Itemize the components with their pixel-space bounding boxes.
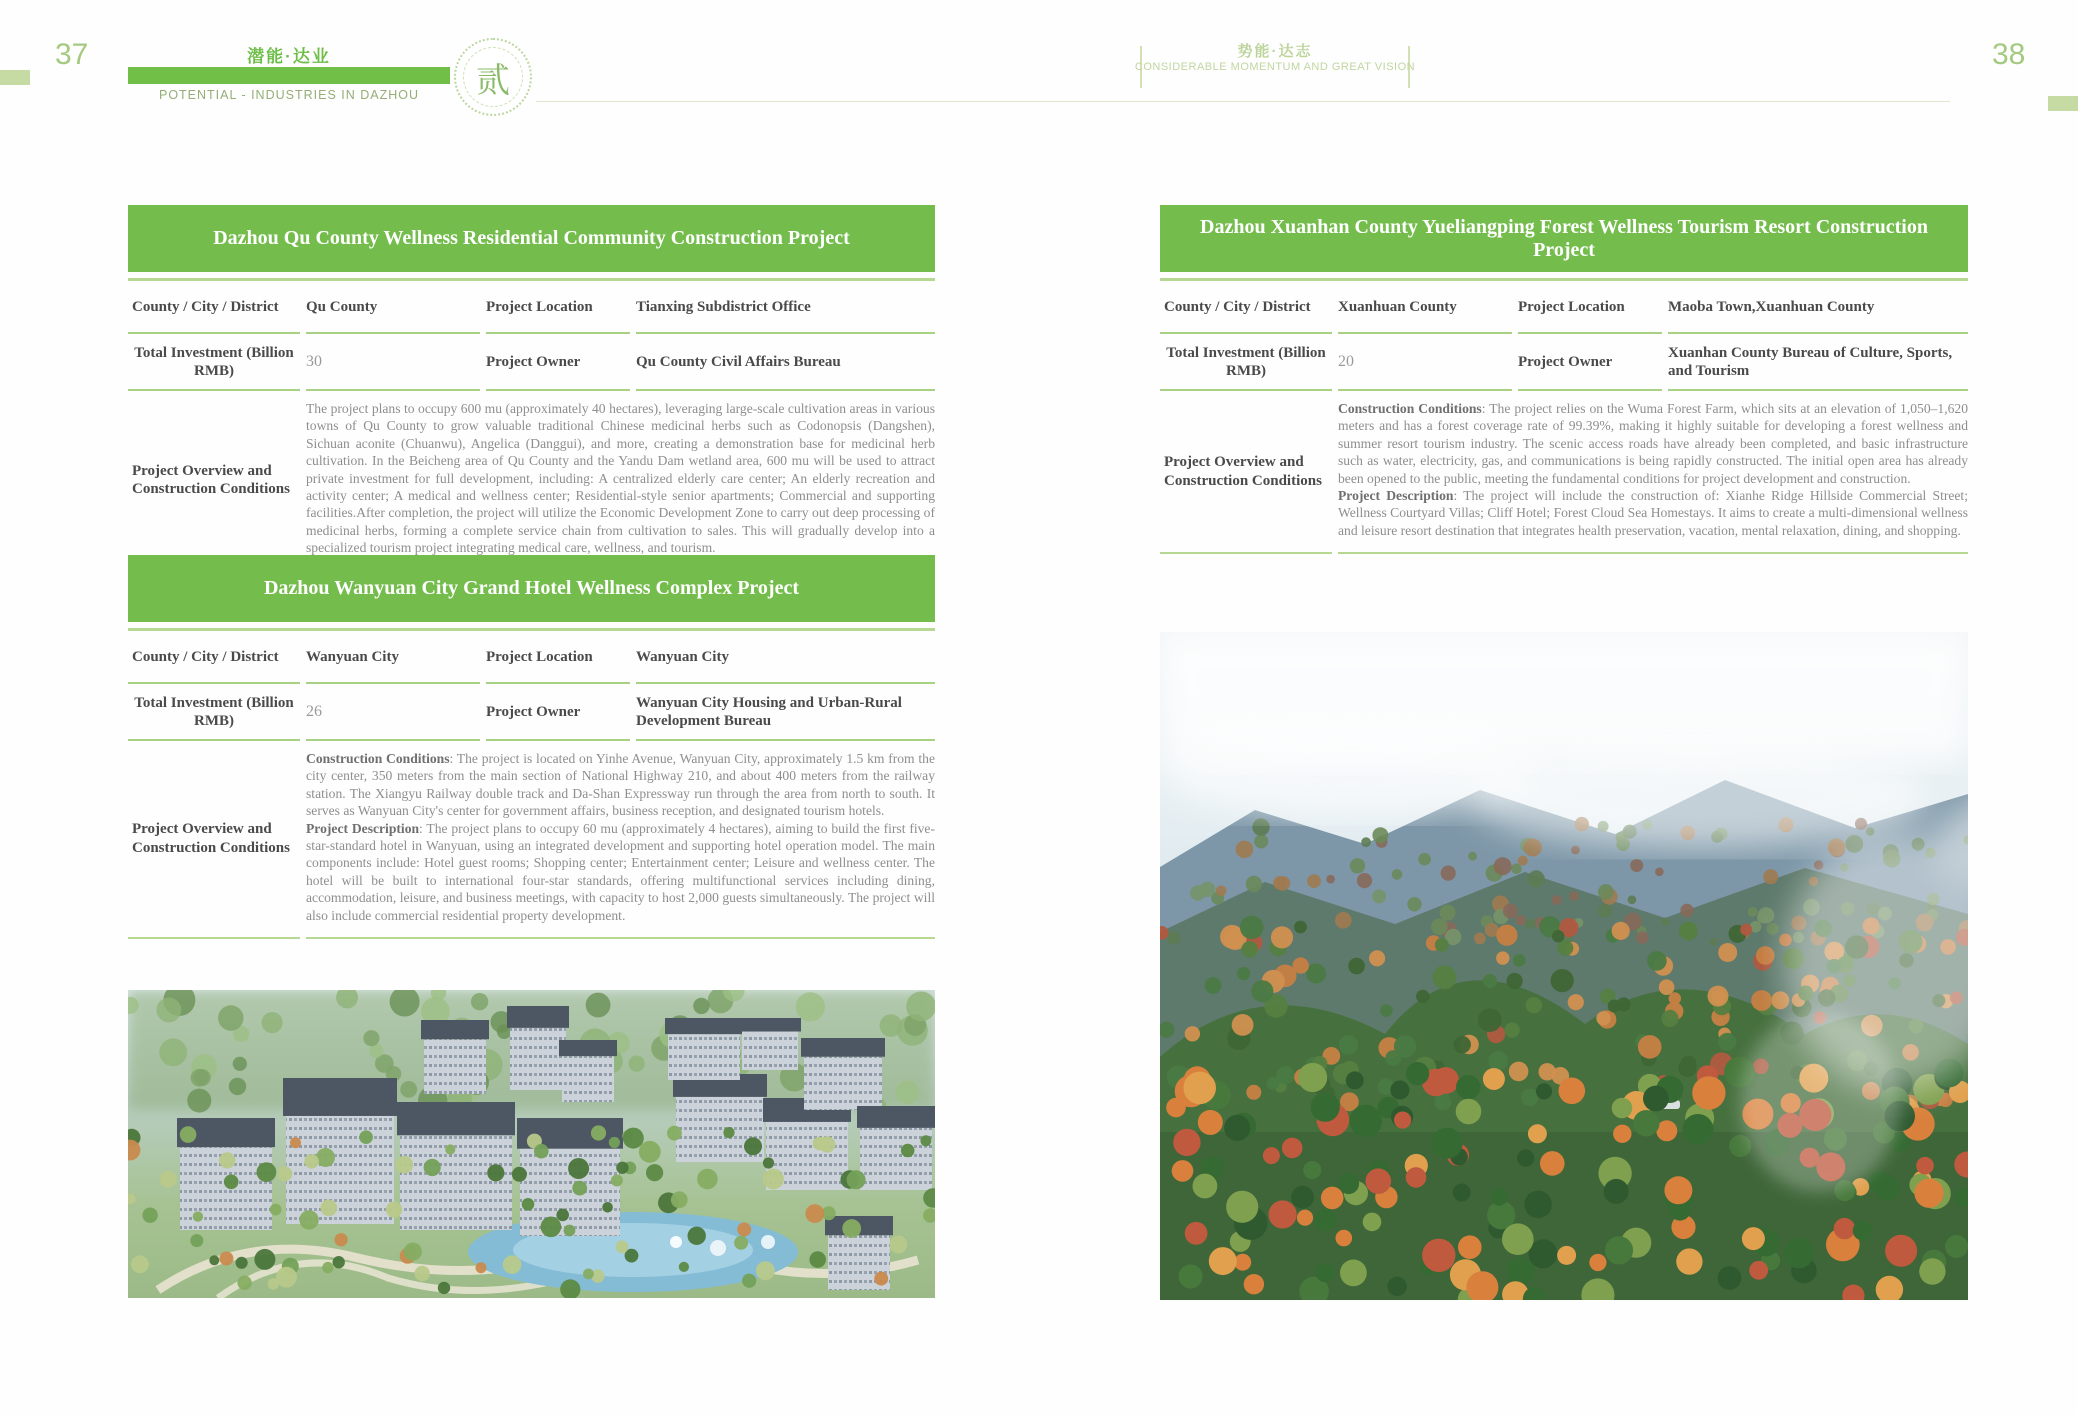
overview-label: Project Overview and Construction Conditions	[128, 391, 300, 572]
table-overview-row	[1160, 391, 1968, 554]
seal-character: 贰	[476, 62, 510, 100]
row-value: 30	[306, 334, 480, 391]
row-label: Total Investment (Billion RMB)	[128, 334, 300, 391]
header-rule-line	[536, 101, 1950, 102]
table-row	[128, 631, 935, 684]
row-value: Tianxing Subdistrict Office	[636, 281, 935, 334]
row-label: County / City / District	[128, 631, 300, 684]
project-title: Dazhou Xuanhan County Yueliangping Forest Wellness Tourism Resort Construction Project	[1160, 205, 1968, 272]
section-title-chinese-right: 势能·达志	[1237, 43, 1313, 60]
project-table-wanyuan	[128, 555, 935, 939]
row-label: Total Investment (Billion RMB)	[1160, 334, 1332, 391]
table-row	[128, 334, 935, 391]
row-label: Project Location	[486, 631, 630, 684]
row-value: 20	[1338, 334, 1512, 391]
section-title-english-left: POTENTIAL - INDUSTRIES IN DAZHOU	[158, 88, 420, 102]
table-row	[1160, 334, 1968, 391]
row-value: Xuanhan County Bureau of Culture, Sports, and Tourism	[1668, 334, 1968, 391]
row-label: County / City / District	[128, 281, 300, 334]
row-value: 26	[306, 684, 480, 741]
row-value: Wanyuan City	[636, 631, 935, 684]
project-title: Dazhou Qu County Wellness Residential Community Construction Project	[128, 205, 935, 272]
chapter-seal-inner-ring	[463, 47, 523, 107]
section-title-chinese-left: 潜能·达业	[247, 47, 331, 66]
table-row	[128, 281, 935, 334]
row-value: Qu County Civil Affairs Bureau	[636, 334, 935, 391]
right-edge-accent-bar	[2048, 96, 2078, 111]
autumn-forest-image	[1160, 632, 1968, 1300]
overview-label: Project Overview and Construction Conditions	[128, 741, 300, 939]
autumn-forest-mountains-aerial-photo	[1160, 632, 1968, 1300]
chapter-seal-icon	[454, 38, 532, 116]
row-label: Project Location	[1518, 281, 1662, 334]
row-label: Project Location	[486, 281, 630, 334]
row-value: Maoba Town,Xuanhuan County	[1668, 281, 1968, 334]
page-number-right: 38	[1992, 38, 2026, 71]
row-value: Wanyuan City Housing and Urban-Rural Development Bureau	[636, 684, 935, 741]
hotel-complex-rendering-image	[128, 990, 935, 1298]
section-title-english-right: CONSIDERABLE MOMENTUM AND GREAT VISION	[1134, 61, 1416, 73]
project-title: Dazhou Wanyuan City Grand Hotel Wellness Complex Project	[128, 555, 935, 622]
row-label: Total Investment (Billion RMB)	[128, 684, 300, 741]
table-overview-row	[128, 741, 935, 939]
overview-label: Project Overview and Construction Conditions	[1160, 391, 1332, 554]
row-label: Project Owner	[486, 334, 630, 391]
overview-text: Construction Conditions: The project is located on Yinhe Avenue, Wanyuan City, approximately 1.5 km from the city center, 350 meters from the main section of National Highway 210, and about 400 meters from the railway station. The Xiangyu Railway double track and Da-Shan Expressway run through the area from north to south. It serves as Wanyuan City's center for government affairs, business reception, and designated tourism hotels. Project Description: The project plans to occupy 60 mu (approximately 4 hectares), aiming to build the first five-star-standard hotel in Wanyuan, using an integrated development and supporting hotel operation model. The main components include: Hotel guest rooms; Shopping center; Entertainment center; Leisure and wellness center. The hotel will be built to international four-star standards, offering multifunctional services including dining, accommodation, leisure, and business meetings, with capacity to host 2,000 guests simultaneously. The project will also include commercial residential property development.	[306, 741, 935, 939]
row-value: Wanyuan City	[306, 631, 480, 684]
hotel-complex-aerial-rendering	[128, 990, 935, 1298]
page-number-left: 37	[55, 38, 89, 71]
table-row	[1160, 281, 1968, 334]
table-overview-row	[128, 391, 935, 572]
overview-text: Construction Conditions: The project relies on the Wuma Forest Farm, which sits at an elevation of 1,050–1,620 meters and has a forest coverage rate of 99.39%, making it highly suitable for developing a forest wellness and summer resort tourism industry. The scenic access roads have already been completed, and basic infrastructure such as water, electricity, gas, and communications is being rapidly constructed. The initial open area has already been opened to the public, meeting the fundamental conditions for project development and construction. Project Description: The project will include the construction of: Xianhe Ridge Hillside Commercial Street; Wellness Courtyard Villas; Cliff Hotel; Forest Cloud Sea Homestays. It aims to create a multi-dimensional wellness and leisure resort destination that integrates health preservation, vacation, mental relaxation, dining, and shopping.	[1338, 391, 1968, 554]
left-edge-accent-bar	[0, 70, 30, 85]
row-label: Project Owner	[1518, 334, 1662, 391]
row-value: Xuanhuan County	[1338, 281, 1512, 334]
overview-text: The project plans to occupy 600 mu (approximately 40 hectares), leveraging large-scale cultivation areas in various towns of Qu County to grow valuable traditional Chinese medicinal herbs such as Codonopsis (Dangshen), Sichuan aconite (Chuanwu), Angelica (Danggui), and more, creating a demonstration base for medicinal herb cultivation. In the Beicheng area of Qu County and the Yandu Dam wetland area, 600 mu will be used to attract private investment for full development, including: A centralized elderly care center; An elderly recreation and activity center; A medical and wellness center; Residential-style senior apartments; Commercial and supporting facilities.After completion, the project will utilize the Economic Development Zone to carry out deep processing of medicinal herbs, forming a complete service chain from cultivation to sales. This will gradually develop into a specialized tourism project integrating medical care, wellness, and tourism.	[306, 391, 935, 572]
project-table-qu-county	[128, 205, 935, 572]
table-row	[128, 684, 935, 741]
row-label: County / City / District	[1160, 281, 1332, 334]
row-value: Qu County	[306, 281, 480, 334]
section-title-green-bar	[128, 67, 450, 84]
project-table-xuanhan	[1160, 205, 1968, 554]
row-label: Project Owner	[486, 684, 630, 741]
